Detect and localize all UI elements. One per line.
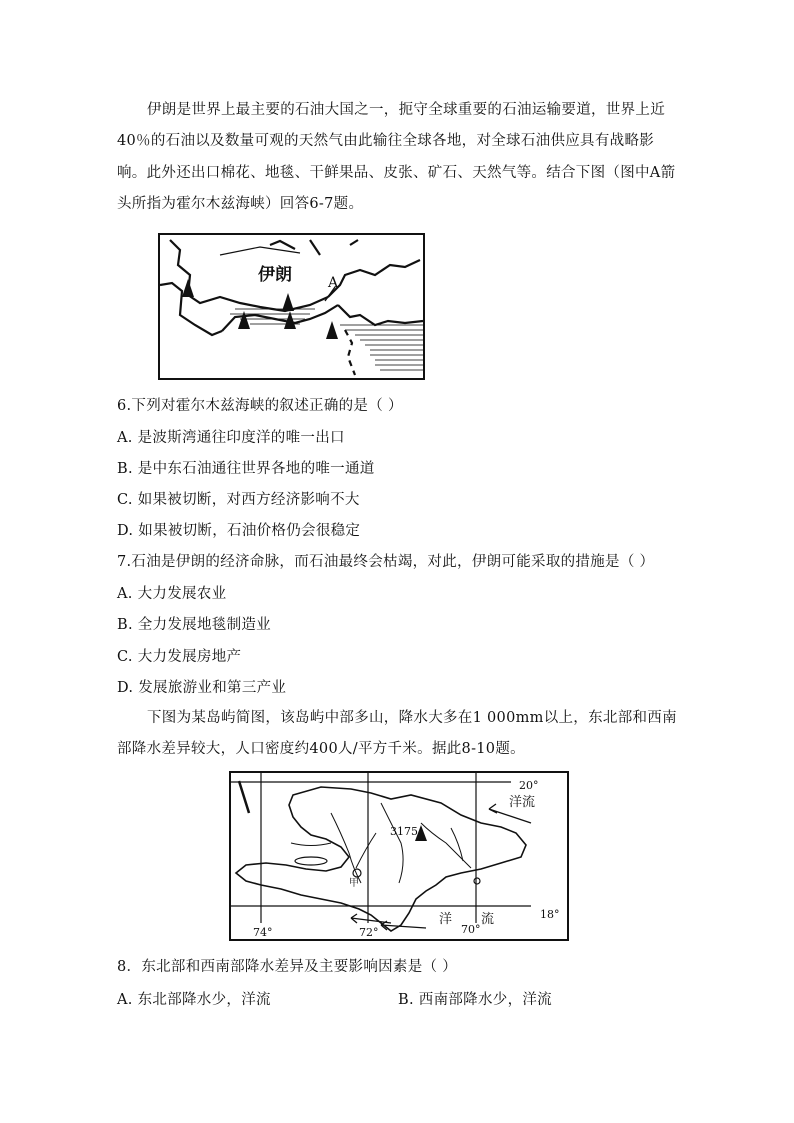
q8-option-b: B. 西南部降水少，洋流 xyxy=(398,992,552,1008)
map2-lon-72: 72° xyxy=(359,926,379,939)
map1-country-label: 伊朗 xyxy=(258,265,292,285)
island-map xyxy=(229,771,569,941)
map2-current-ne: 洋流 xyxy=(509,795,536,810)
q7-option-d: D. 发展旅游业和第三产业 xyxy=(117,680,287,696)
passage-2: 下图为某岛屿简图，该岛屿中部多山，降水大多在1 000mm以上，东北部和西南部降水差异较大，人口密度约400人/平方千米。据此8-10题。 xyxy=(117,710,677,758)
iran-map xyxy=(158,233,425,380)
q6-option-a: A. 是波斯湾通往印度洋的唯一出口 xyxy=(117,430,345,446)
q7-option-c: C. 大力发展房地产 xyxy=(117,649,242,665)
oil-field-icon xyxy=(282,293,294,311)
map2-current-sw-1: 洋 xyxy=(439,912,453,927)
q6-stem: 6.下列对霍尔木兹海峡的叙述正确的是（ ） xyxy=(117,398,403,414)
map2-lat-bottom: 18° xyxy=(540,908,560,921)
q8-option-a: A. 东北部降水少，洋流 xyxy=(117,992,271,1008)
q7-stem: 7.石油是伊朗的经济命脉，而石油最终会枯竭，对此，伊朗可能采取的措施是（ ） xyxy=(117,554,655,570)
oil-field-icon xyxy=(326,321,338,339)
q6-option-b: B. 是中东石油通往世界各地的唯一通道 xyxy=(117,461,375,477)
passage-1: 伊朗是世界上最主要的石油大国之一，扼守全球重要的石油运输要道，世界上近40％的石油以及数量可观的天然气由此输往全球各地，对全球石油供应具有战略影响。此外还出口棉花、地毯、干鲜果品、皮张、矿石、天然气等。结合下图（图中A箭头所指为霍尔木兹海峡）回答6-7题。 xyxy=(117,102,676,212)
map1-arrow-label: A xyxy=(328,275,339,291)
map2-point-label: 甲 xyxy=(349,878,359,889)
map2-current-sw-2: 流 xyxy=(481,912,495,927)
q8-stem: 8．东北部和西南部降水差异及主要影响因素是（ ） xyxy=(117,959,458,975)
q6-option-c: C. 如果被切断，对西方经济影响不大 xyxy=(117,492,360,508)
oil-field-icon xyxy=(182,279,194,297)
map2-lon-74: 74° xyxy=(253,926,273,939)
map2-lon-70: 70° xyxy=(461,923,481,936)
q7-option-b: B. 全力发展地毯制造业 xyxy=(117,617,271,633)
q6-option-d: D. 如果被切断，石油价格仍会很稳定 xyxy=(117,523,361,539)
q7-option-a: A. 大力发展农业 xyxy=(117,586,227,602)
map2-lat-top: 20° xyxy=(519,779,539,792)
map2-peak-label: 3175 xyxy=(390,825,418,838)
